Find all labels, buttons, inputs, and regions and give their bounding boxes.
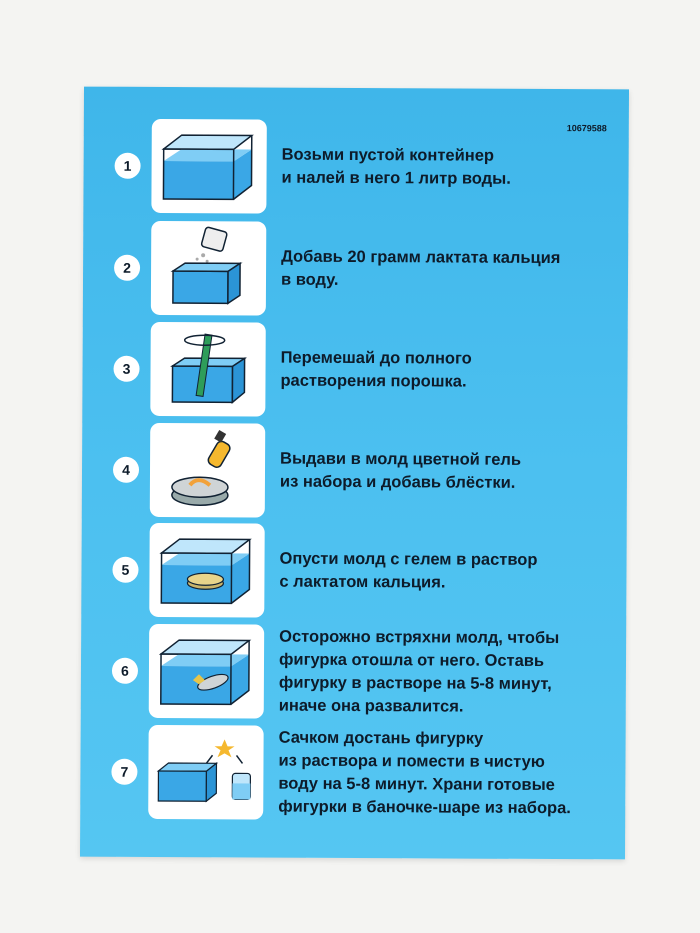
step-text xyxy=(279,625,560,720)
step-text-line: фигурка отошла от него. Оставь xyxy=(278,650,545,670)
step-text-line: Сачком достань фигурку xyxy=(278,728,484,748)
step-5 xyxy=(81,523,626,621)
gel-mold-icon xyxy=(150,423,265,518)
step-text-line: Выдави в молд цветной гель xyxy=(280,449,522,469)
step-text-line: в воду. xyxy=(280,270,339,289)
step-text-line: из набора и добавь блёстки. xyxy=(279,472,516,492)
step-text-line: Возьми пустой контейнер xyxy=(281,145,495,165)
container-water-icon xyxy=(151,119,266,214)
step-number: 1 xyxy=(115,153,141,179)
step-7 xyxy=(80,725,625,823)
step-text-line: с лактатом кальция. xyxy=(279,572,446,592)
step-text-line: Опусти молд с гелем в раствор xyxy=(279,549,538,569)
step-text xyxy=(278,726,571,822)
product-code: 10679588 xyxy=(566,123,607,134)
step-number: 3 xyxy=(113,356,139,382)
step-text xyxy=(281,120,511,215)
step-number: 5 xyxy=(112,557,138,583)
step-text-line: Добавь 20 грамм лактата кальция xyxy=(281,247,561,268)
step-text-line: и налей в него 1 литр воды. xyxy=(281,168,511,188)
stir-icon xyxy=(150,322,265,417)
instruction-sheet xyxy=(80,87,629,860)
step-number: 6 xyxy=(112,658,138,684)
step-text-line: фигурки в баночке-шаре из набора. xyxy=(278,797,571,818)
add-powder-icon xyxy=(151,221,266,316)
step-text-line: Осторожно встряхни молд, чтобы xyxy=(279,627,560,648)
step-text-line: Перемешай до полного xyxy=(280,348,472,368)
step-text-line: фигурку в растворе на 5-8 минут, xyxy=(278,673,552,694)
step-3 xyxy=(82,322,627,420)
shake-mold-icon xyxy=(149,624,264,719)
step-number: 2 xyxy=(114,255,140,281)
step-4 xyxy=(82,423,627,521)
step-text xyxy=(280,323,472,418)
step-text-line: растворения порошка. xyxy=(280,371,467,391)
step-text-line: из раствора и помести в чистую xyxy=(278,751,545,772)
step-text-line: воду на 5-8 минут. Храни готовые xyxy=(278,774,555,795)
step-number: 4 xyxy=(113,457,139,483)
step-2 xyxy=(83,221,628,319)
step-6 xyxy=(81,624,626,722)
step-text xyxy=(279,524,537,619)
step-text xyxy=(281,222,561,317)
step-text xyxy=(280,424,522,519)
step-number: 7 xyxy=(111,759,137,785)
mold-in-solution-icon xyxy=(149,523,264,618)
transfer-figure-icon xyxy=(148,725,263,820)
step-1 xyxy=(83,119,628,217)
step-text-line: иначе она развалится. xyxy=(278,696,464,716)
